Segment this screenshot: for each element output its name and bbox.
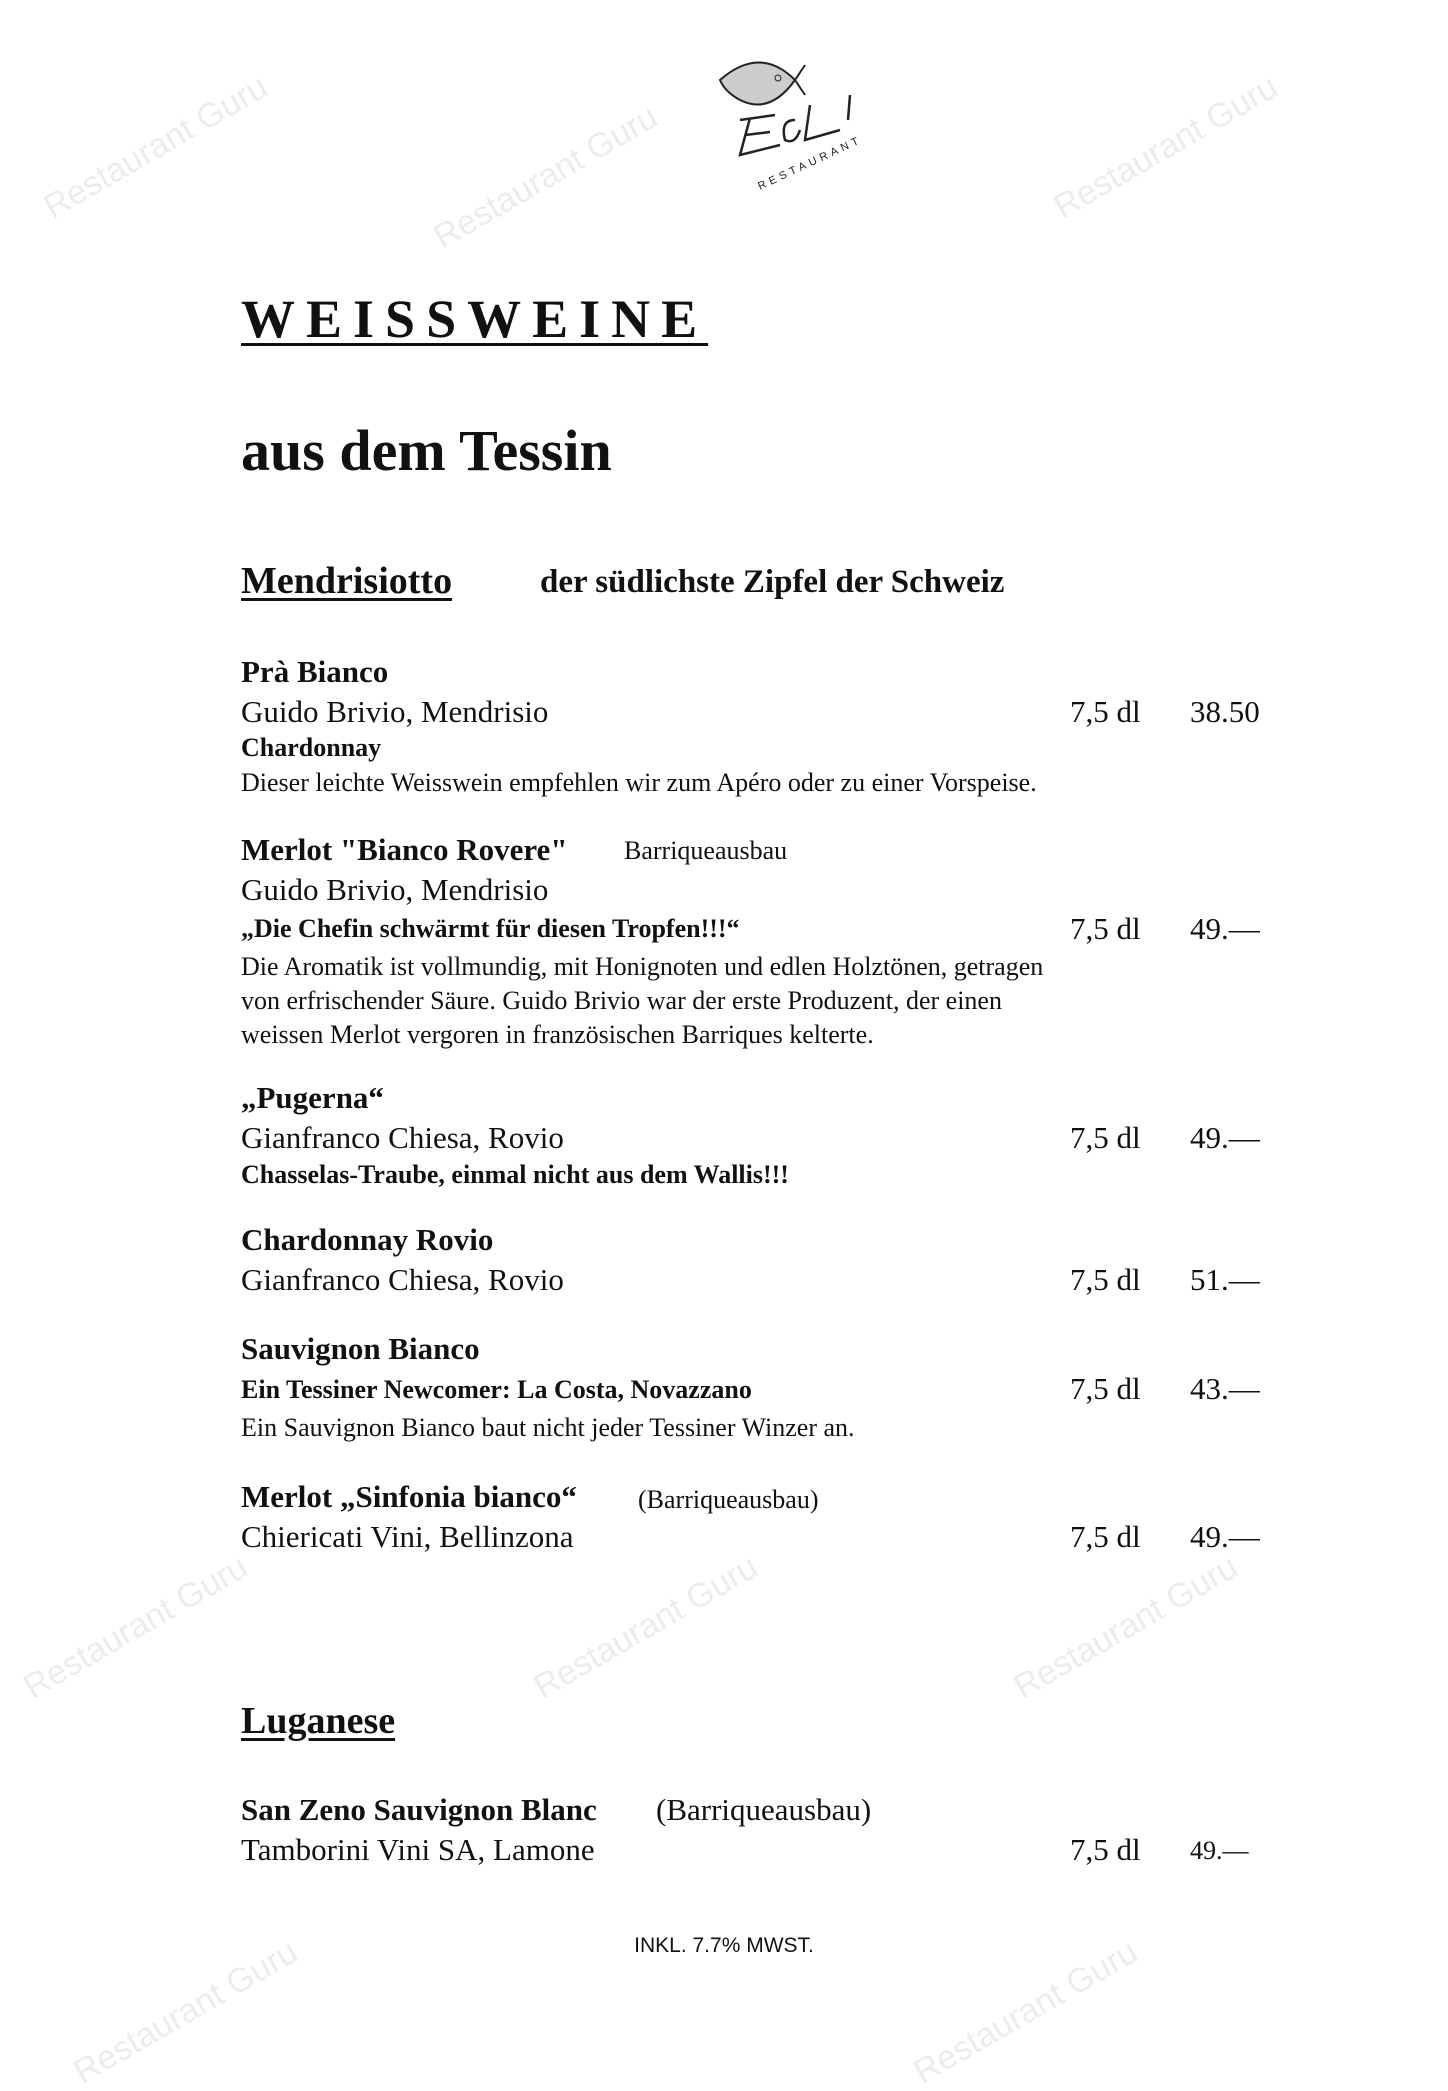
wine-name: San Zeno Sauvignon Blanc — [241, 1792, 597, 1827]
wine-description: weissen Merlot vergoren in französischen Barriques kelterte. — [241, 1020, 874, 1049]
wine-price: 49.— — [1190, 1836, 1249, 1865]
section-heading: Mendrisiotto — [241, 560, 453, 602]
wine-price: 38.50 — [1190, 694, 1260, 729]
watermark: Restaurant Guru — [907, 1932, 1145, 2091]
footer-vat-note: INKL. 7.7% MWST. — [634, 1934, 814, 1957]
section-heading: Luganese — [241, 1700, 396, 1742]
page-title: WEISSWEINE — [241, 289, 709, 349]
wine-quote: Ein Tessiner Newcomer: La Costa, Novazzano — [241, 1375, 752, 1404]
wine-price: 43.— — [1190, 1371, 1260, 1406]
watermark: Restaurant Guru — [1047, 67, 1285, 227]
wine-price: 49.— — [1190, 911, 1260, 946]
wine-grape: Chardonnay — [241, 733, 382, 762]
svg-text:RESTAURANT: RESTAURANT — [756, 133, 865, 193]
watermark: Restaurant Guru — [17, 1547, 255, 1707]
wine-note: (Barriqueausbau) — [656, 1792, 872, 1827]
wine-producer: Gianfranco Chiesa, Rovio — [241, 1120, 564, 1155]
wine-volume: 7,5 dl — [1070, 911, 1141, 946]
wine-price: 51.— — [1190, 1262, 1260, 1297]
wine-name: „Pugerna“ — [241, 1080, 384, 1115]
egli-restaurant-logo — [700, 50, 870, 210]
wine-volume: 7,5 dl — [1070, 1832, 1141, 1867]
watermark: Restaurant Guru — [1007, 1547, 1245, 1707]
wine-name: Prà Bianco — [241, 654, 389, 689]
wine-name: Merlot „Sinfonia bianco“ — [241, 1479, 577, 1514]
wine-quote: „Die Chefin schwärmt für diesen Tropfen!!!“ — [241, 914, 740, 943]
wine-note: (Barriqueausbau) — [638, 1485, 819, 1514]
wine-price: 49.— — [1190, 1120, 1260, 1155]
wine-volume: 7,5 dl — [1070, 694, 1141, 729]
section-tagline: der südlichste Zipfel der Schweiz — [540, 564, 1005, 600]
watermark: Restaurant Guru — [527, 1547, 765, 1707]
wine-volume: 7,5 dl — [1070, 1371, 1141, 1406]
wine-producer: Chiericati Vini, Bellinzona — [241, 1519, 574, 1554]
watermark: Restaurant Guru — [427, 97, 665, 257]
wine-producer: Guido Brivio, Mendrisio — [241, 694, 549, 729]
wine-description: von erfrischender Säure. Guido Brivio war der erste Produzent, der einen — [241, 986, 1002, 1015]
wine-producer: Guido Brivio, Mendrisio — [241, 872, 549, 907]
wine-producer: Gianfranco Chiesa, Rovio — [241, 1262, 564, 1297]
wine-description: Ein Sauvignon Bianco baut nicht jeder Tessiner Winzer an. — [241, 1413, 855, 1442]
wine-volume: 7,5 dl — [1070, 1262, 1141, 1297]
page-subtitle: aus dem Tessin — [241, 418, 612, 483]
watermark: Restaurant Guru — [37, 67, 275, 227]
wine-price: 49.— — [1190, 1519, 1260, 1554]
wine-name: Sauvignon Bianco — [241, 1331, 480, 1366]
wine-name: Merlot "Bianco Rovere" — [241, 832, 568, 867]
wine-quote: Chasselas-Traube, einmal nicht aus dem Wallis!!! — [241, 1160, 789, 1189]
wine-description: Die Aromatik ist vollmundig, mit Honignoten und edlen Holztönen, getragen — [241, 952, 1044, 981]
watermark: Restaurant Guru — [67, 1932, 305, 2091]
wine-name: Chardonnay Rovio — [241, 1222, 494, 1257]
wine-note: Barriqueausbau — [624, 836, 788, 865]
wine-producer: Tamborini Vini SA, Lamone — [241, 1832, 595, 1867]
wine-description: Dieser leichte Weisswein empfehlen wir zum Apéro oder zu einer Vorspeise. — [241, 768, 1037, 797]
wine-volume: 7,5 dl — [1070, 1519, 1141, 1554]
wine-volume: 7,5 dl — [1070, 1120, 1141, 1155]
